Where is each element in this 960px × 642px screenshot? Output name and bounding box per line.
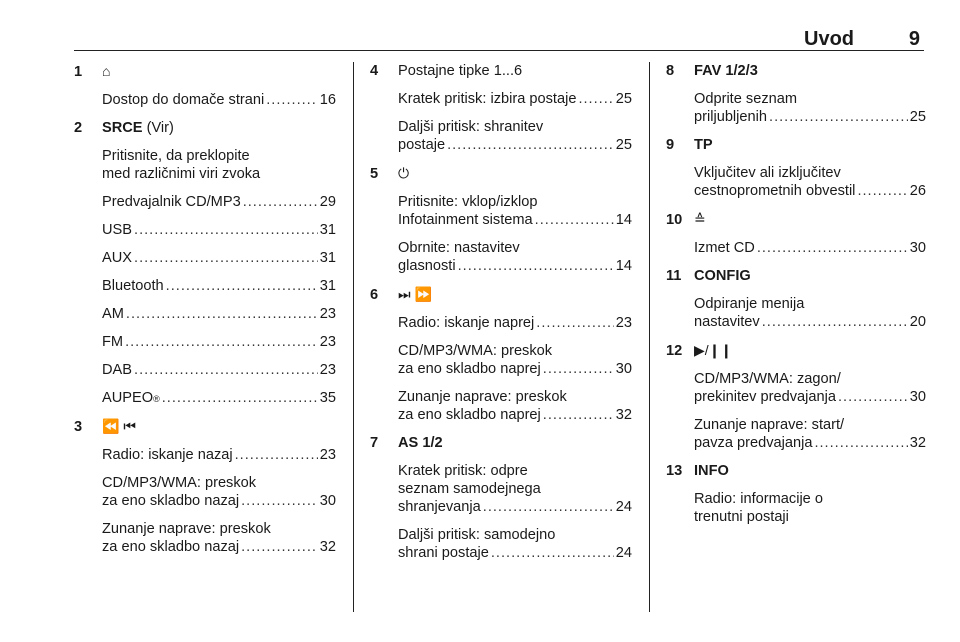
dot-leader [134, 361, 318, 379]
description-entry [398, 118, 632, 154]
page-reference: 30 [909, 240, 926, 256]
control-symbol-icon: ⌂ [102, 63, 111, 79]
description-entry [398, 314, 632, 332]
legend-item [666, 267, 926, 331]
page-reference: 24 [615, 499, 632, 515]
legend-item-head [370, 164, 632, 183]
description-entry [398, 193, 632, 229]
column-divider-1 [353, 62, 354, 612]
item-number: 7 [370, 435, 379, 451]
dot-leader [134, 221, 318, 239]
dot-leader [543, 406, 614, 424]
entry-text-prefix: Pritisnite: vklop/izklop [398, 194, 538, 210]
dot-leader [757, 239, 908, 257]
description-entry [102, 193, 336, 211]
column-1 [74, 62, 336, 566]
column-2 [370, 62, 632, 572]
control-symbol-icon: ▶/❙❙ [694, 342, 733, 358]
page-reference: 14 [615, 258, 632, 274]
legend-item [666, 341, 926, 452]
legend-item-head [666, 210, 926, 229]
description-entry [694, 490, 926, 526]
entry-text: za eno skladbo naprej [398, 407, 541, 423]
legend-item [370, 434, 632, 562]
entry-line [102, 249, 336, 267]
dot-leader [543, 360, 614, 378]
item-number: 1 [74, 64, 83, 80]
page-reference: 30 [909, 389, 926, 405]
page-reference: 31 [319, 250, 336, 266]
entry-line: AUPEO ® ..... 35 [102, 389, 336, 407]
entry-text: Bluetooth [102, 278, 164, 294]
page-reference: 26 [909, 183, 926, 199]
dot-leader [125, 333, 318, 351]
control-symbol-icon: ≙ [694, 211, 706, 227]
entry-text-prefix: Zunanje naprave: preskok [398, 389, 567, 405]
page-reference: 32 [909, 435, 926, 451]
dot-leader [578, 90, 613, 108]
control-symbol-icon: ⏻ [398, 165, 410, 181]
header-rule [74, 50, 924, 51]
item-label [398, 434, 443, 452]
entry-line [398, 544, 632, 562]
legend-item-head [74, 119, 336, 137]
entry-text: Predvajalnik CD/MP3 [102, 194, 241, 210]
item-number: 13 [666, 463, 683, 479]
entry-text-prefix: Daljši pritisk: samodejno [398, 527, 556, 543]
legend-item-head [74, 62, 336, 81]
entry-line [102, 221, 336, 239]
item-label-text: (Vir) [142, 120, 174, 136]
column-divider-2 [649, 62, 650, 612]
legend-item [370, 62, 632, 154]
description-entry [694, 164, 926, 200]
item-number: 8 [666, 63, 675, 79]
page-reference: 30 [615, 361, 632, 377]
entry-text-prefix: CD/MP3/WMA: preskok [102, 475, 257, 491]
legend-item [74, 62, 336, 109]
entry-text-prefix: Pritisnite, da preklopite [102, 148, 250, 164]
item-number: 9 [666, 137, 675, 153]
page-reference: 25 [615, 91, 632, 107]
dot-leader [241, 538, 318, 556]
page-number: 9 [908, 28, 920, 50]
entry-text-prefix: Odprite seznam [694, 91, 798, 107]
description-entry [398, 526, 632, 562]
legend-item-head [666, 267, 926, 285]
page-reference: 32 [319, 539, 336, 555]
legend-item-head [370, 285, 632, 304]
dot-leader [134, 249, 318, 267]
entry-text-prefix: Vključitev ali izključitev [694, 165, 841, 181]
entry-text: cestnoprometnih obvestil [694, 183, 856, 199]
dot-leader [483, 498, 614, 516]
page-reference: 29 [319, 194, 336, 210]
entry-text: DAB [102, 362, 133, 378]
entry-text-prefix: CD/MP3/WMA: zagon/ [694, 371, 841, 387]
legend-item [666, 62, 926, 126]
entry-text-prefix: Obrnite: nastavitev [398, 240, 520, 256]
entry-text: za eno skladbo nazaj [102, 539, 240, 555]
dot-leader [241, 492, 318, 510]
entry-line [102, 91, 336, 109]
item-number: 5 [370, 166, 379, 182]
entry-line [102, 538, 336, 556]
entry-line [102, 165, 336, 183]
description-entry [694, 416, 926, 452]
item-label [694, 136, 713, 154]
description-entry [102, 361, 336, 379]
description-entry [102, 249, 336, 267]
legend-item-head [666, 136, 926, 154]
control-symbol-icon: ⏭ ⏩ [398, 286, 432, 302]
item-number: 11 [666, 268, 682, 284]
item-label-bold: AS 1/2 [398, 435, 443, 451]
item-number: 12 [666, 343, 683, 359]
entry-line [102, 361, 336, 379]
item-label [398, 164, 409, 183]
entry-text: med različnimi viri zvoka [102, 166, 261, 182]
description-entry [102, 520, 336, 556]
description-entry [102, 91, 336, 109]
entry-line [398, 136, 632, 154]
legend-item [370, 285, 632, 424]
page-reference: 25 [615, 137, 632, 153]
description-entry [398, 239, 632, 275]
entry-text: trenutni postaji [694, 509, 789, 525]
entry-text-prefix: Radio: informacije o [694, 491, 823, 507]
entry-line [694, 508, 926, 526]
dot-leader [266, 91, 318, 109]
entry-line [694, 434, 926, 452]
item-number: 6 [370, 287, 379, 303]
description-entry [102, 333, 336, 351]
control-symbol-icon: ⏪ ⏮ [102, 418, 136, 434]
entry-line [398, 257, 632, 275]
item-label [694, 341, 732, 360]
description-entry [102, 147, 336, 183]
entry-line [694, 239, 926, 257]
entry-line [102, 492, 336, 510]
page-reference: 16 [319, 92, 336, 108]
entry-text: Kratek pritisk: izbira postaje [398, 91, 577, 107]
dot-leader [762, 313, 908, 331]
item-label [398, 285, 432, 304]
entry-text: Dostop do domače strani [102, 92, 265, 108]
item-label-bold: TP [694, 137, 713, 153]
entry-line [694, 313, 926, 331]
dot-leader [162, 389, 318, 407]
entry-text-prefix: CD/MP3/WMA: preskok [398, 343, 553, 359]
item-label [102, 62, 110, 81]
page-reference: 31 [319, 222, 336, 238]
entry-text: shrani postaje [398, 545, 489, 561]
description-entry [398, 388, 632, 424]
entry-text: prekinitev predvajanja [694, 389, 836, 405]
page-reference: 32 [615, 407, 632, 423]
entry-text: pavza predvajanja [694, 435, 813, 451]
page-reference: 14 [615, 212, 632, 228]
description-entry [694, 239, 926, 257]
item-label [102, 119, 174, 137]
entry-line [102, 333, 336, 351]
dot-leader [491, 544, 614, 562]
dot-leader [838, 388, 908, 406]
dot-leader [126, 305, 318, 323]
legend-item [74, 119, 336, 407]
entry-line [102, 305, 336, 323]
entry-text: za eno skladbo nazaj [102, 493, 240, 509]
entry-text: FM [102, 334, 124, 350]
legend-item-head [666, 462, 926, 480]
entry-text-prefix: Odpiranje menija [694, 296, 805, 312]
entry-text-prefix: Zunanje naprave: preskok [102, 521, 271, 537]
dot-leader [769, 108, 908, 126]
page-reference: 23 [319, 362, 336, 378]
entry-text: USB [102, 222, 133, 238]
entry-text: Infotainment sistema [398, 212, 533, 228]
item-label [694, 267, 751, 285]
entry-text-prefix: Kratek pritisk: odpre seznam samodejnega [398, 463, 541, 497]
entry-line [398, 314, 632, 332]
item-label [102, 417, 136, 436]
dot-leader [235, 446, 318, 464]
entry-text-prefix: Daljši pritisk: shranitev [398, 119, 544, 135]
description-entry [694, 90, 926, 126]
page-reference: 35 [319, 390, 336, 406]
entry-line [694, 388, 926, 406]
item-label [694, 210, 706, 229]
entry-line [102, 446, 336, 464]
page-reference: 23 [615, 315, 632, 331]
entry-text: Izmet CD [694, 240, 755, 256]
legend-item [666, 210, 926, 257]
dot-leader [243, 193, 318, 211]
item-number: 2 [74, 120, 83, 136]
legend-item-head [370, 62, 632, 80]
entry-text: nastavitev [694, 314, 760, 330]
legend-item-head [74, 417, 336, 436]
page-reference: 20 [909, 314, 926, 330]
description-entry [694, 295, 926, 331]
description-entry [398, 462, 632, 516]
item-number: 3 [74, 419, 83, 435]
dot-leader [166, 277, 318, 295]
page-reference: 24 [615, 545, 632, 561]
entry-line [694, 108, 926, 126]
legend-item-head [370, 434, 632, 452]
legend-item [370, 164, 632, 275]
entry-text: glasnosti [398, 258, 456, 274]
description-entry [694, 370, 926, 406]
page-reference: 31 [319, 278, 336, 294]
description-entry [398, 90, 632, 108]
entry-text: priljubljenih [694, 109, 768, 125]
dot-leader [535, 211, 614, 229]
dot-leader [536, 314, 613, 332]
page-reference: 23 [319, 306, 336, 322]
item-label-bold: FAV 1/2/3 [694, 63, 758, 79]
entry-text: za eno skladbo naprej [398, 361, 541, 377]
item-label [398, 62, 522, 80]
entry-line [102, 193, 336, 211]
description-entry [102, 389, 336, 407]
description-entry [102, 277, 336, 295]
description-entry [102, 446, 336, 464]
item-label-bold: SRCE [102, 120, 143, 136]
legend-item [74, 417, 336, 556]
entry-line [398, 211, 632, 229]
entry-text: AUPEO [102, 390, 154, 406]
page-title: Uvod [804, 28, 854, 50]
entry-text: Radio: iskanje naprej [398, 315, 535, 331]
item-label-text: Postajne tipke 1...6 [398, 63, 523, 79]
entry-line [398, 90, 632, 108]
entry-text: AM [102, 306, 124, 322]
item-label [694, 62, 758, 80]
entry-text: AUX [102, 250, 133, 266]
description-entry [102, 221, 336, 239]
dot-leader [857, 182, 907, 200]
entry-line [694, 182, 926, 200]
page-reference: 25 [909, 109, 926, 125]
item-label-bold: CONFIG [694, 268, 751, 284]
dot-leader [447, 136, 614, 154]
page-reference: 23 [319, 334, 336, 350]
entry-text-prefix: Zunanje naprave: start/ [694, 417, 845, 433]
entry-line [398, 498, 632, 516]
dot-leader [814, 434, 907, 452]
entry-line [102, 277, 336, 295]
description-entry [102, 305, 336, 323]
legend-item-head [666, 62, 926, 80]
item-number: 4 [370, 63, 379, 79]
description-entry [102, 474, 336, 510]
legend-item [666, 136, 926, 200]
entry-text: postaje [398, 137, 446, 153]
legend-item [666, 462, 926, 526]
page-reference: 23 [319, 447, 336, 463]
legend-item-head [666, 341, 926, 360]
dot-leader [458, 257, 614, 275]
column-3 [666, 62, 926, 536]
item-label [694, 462, 729, 480]
entry-text: Radio: iskanje nazaj [102, 447, 233, 463]
page-reference: 30 [319, 493, 336, 509]
item-label-bold: INFO [694, 463, 729, 479]
item-number: 10 [666, 212, 683, 228]
entry-line [398, 360, 632, 378]
entry-text: shranjevanja [398, 499, 481, 515]
description-entry [398, 342, 632, 378]
entry-line [398, 406, 632, 424]
